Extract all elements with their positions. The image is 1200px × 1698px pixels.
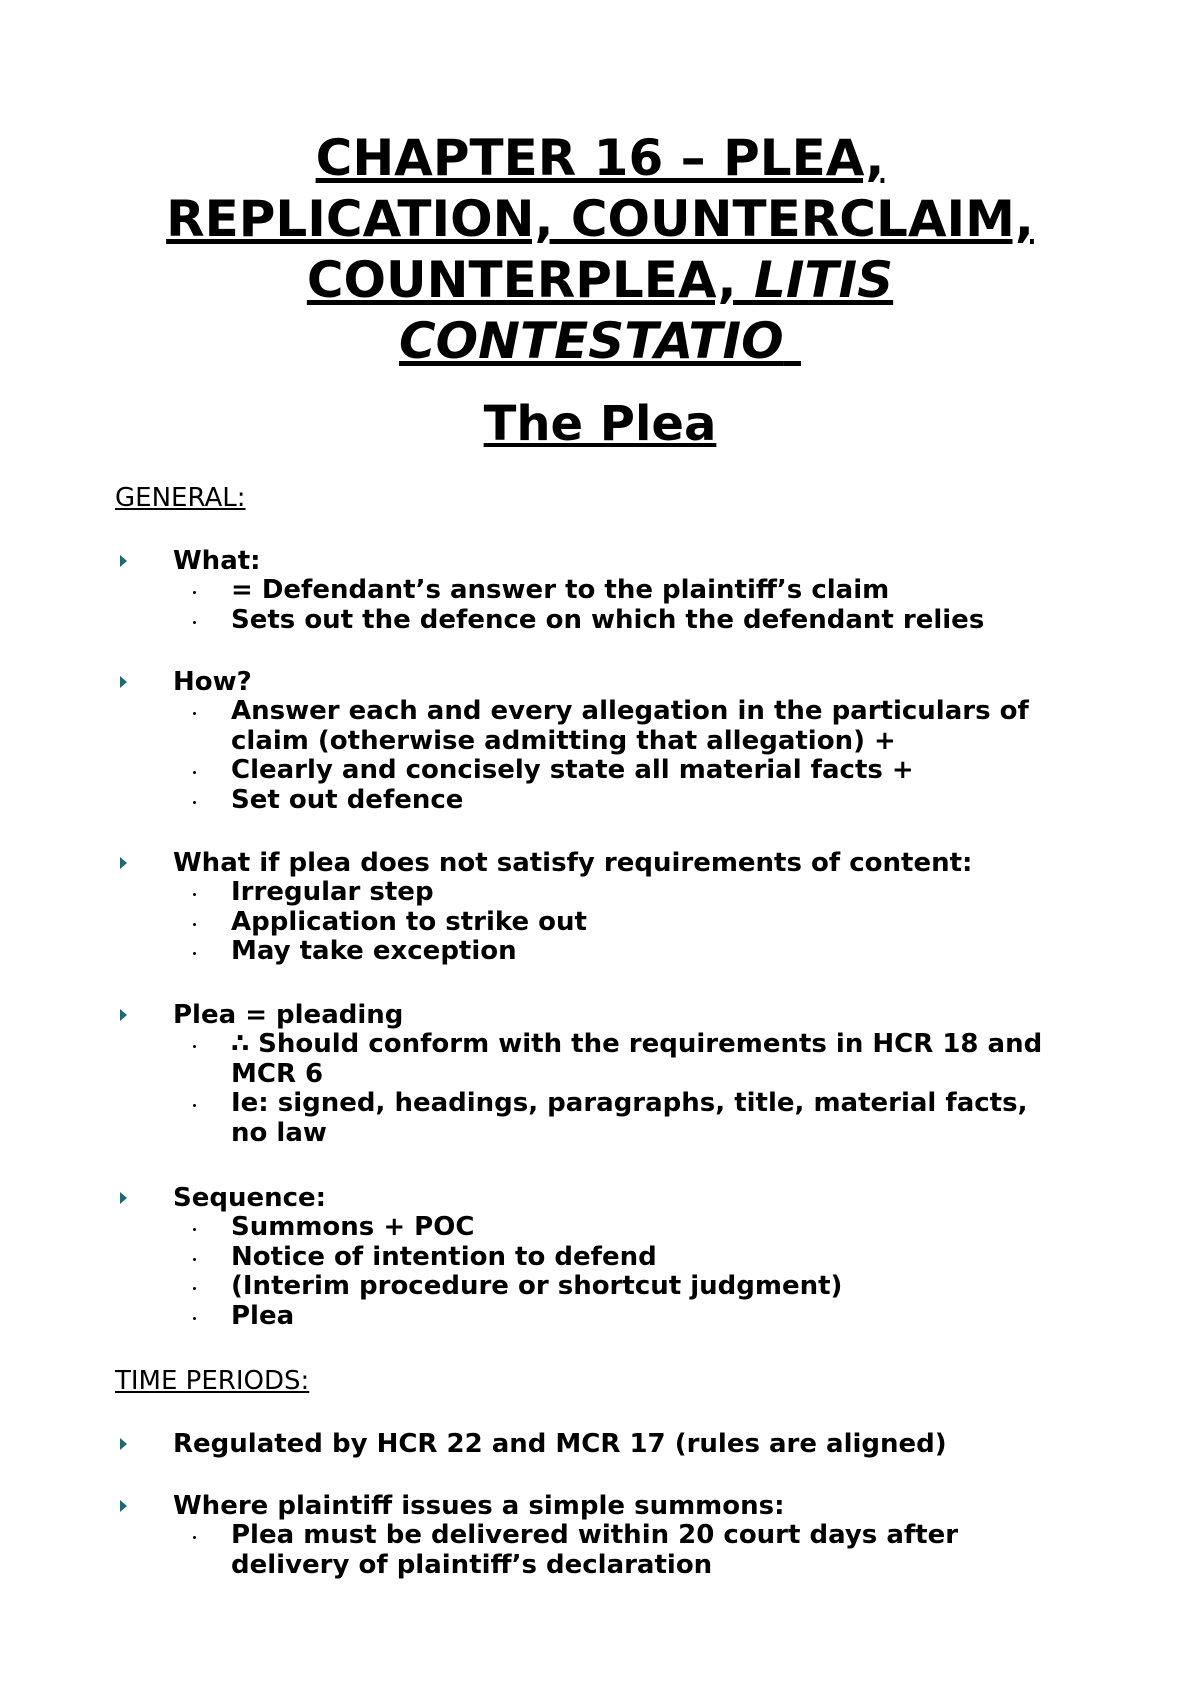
sub-item: [0, 937, 1200, 967]
sub-item-text: May take exception: [231, 936, 517, 966]
sub-item: [0, 1213, 1200, 1243]
list-item: [0, 1183, 1200, 1213]
dot-bullet-icon: [193, 801, 196, 804]
dot-bullet-icon: [193, 1317, 196, 1320]
chapter-title: [60, 128, 1140, 372]
sub-item-text: = Defendant’s answer to the plaintiff’s claim: [231, 575, 890, 605]
sub-item-text: Plea: [231, 1300, 295, 1331]
dot-bullet-icon: [193, 893, 196, 896]
triangle-bullet-icon: [120, 1438, 127, 1450]
dot-bullet-icon: [193, 923, 196, 926]
time-item-regulated: [0, 1429, 1200, 1459]
sub-item-text: Sets out the defence on which the defendant relies: [231, 604, 985, 635]
sub-item: [0, 1521, 1200, 1580]
dot-bullet-icon: [193, 952, 196, 955]
general-item-how: [0, 667, 1200, 815]
dot-bullet-icon: [193, 591, 196, 594]
sub-item-text: Application to strike out: [231, 906, 587, 937]
sub-item-text: Clearly and concisely state all material facts +: [231, 755, 914, 785]
triangle-bullet-icon: [120, 555, 127, 567]
sub-item-text: Summons + POC: [231, 1212, 475, 1242]
sub-item-text: (Interim procedure or shortcut judgment): [231, 1271, 843, 1301]
list-item: [0, 1429, 1200, 1459]
sub-item: [0, 908, 1200, 938]
title-line-4-italic: CONTESTATIO: [398, 312, 784, 370]
list-item: [0, 667, 1200, 697]
triangle-bullet-icon: [120, 1500, 127, 1512]
dot-bullet-icon: [193, 1258, 196, 1261]
sub-item: [0, 1030, 1200, 1089]
sub-item-text: Answer each and every allegation in the particulars of claim (otherwise admitting that allegation) +: [231, 696, 1029, 756]
sub-item-text: Ie: signed, headings, paragraphs, title, material facts, no law: [231, 1088, 1028, 1148]
sub-item: [0, 1089, 1200, 1148]
list-item-label: What if plea does not satisfy requirements of content:: [173, 848, 973, 878]
sub-item-text: ∴ Should conform with the requirements in HCR 18 and MCR 6: [231, 1029, 1043, 1089]
sub-item-text: Plea must be delivered within 20 court days after delivery of plaintiff’s declaration: [231, 1520, 959, 1580]
sub-item: [0, 1272, 1200, 1302]
list-item: [0, 1491, 1200, 1521]
list-item: [0, 848, 1200, 878]
sub-item: [0, 697, 1200, 756]
dot-bullet-icon: [193, 1228, 196, 1231]
list-item-label: Where plaintiff issues a simple summons:: [173, 1491, 785, 1521]
sub-item: [0, 576, 1200, 606]
general-heading: GENERAL:: [115, 483, 246, 513]
sub-item: [0, 1302, 1200, 1332]
dot-bullet-icon: [193, 621, 196, 624]
dot-bullet-icon: [193, 1287, 196, 1290]
dot-bullet-icon: [193, 712, 196, 715]
title-line-3: [60, 250, 1140, 311]
sub-item-text: Notice of intention to defend: [231, 1241, 657, 1272]
general-item-what: [0, 546, 1200, 635]
list-item-label: Sequence:: [173, 1183, 327, 1213]
list-item: [0, 546, 1200, 576]
list-item-label: How?: [173, 667, 252, 697]
triangle-bullet-icon: [120, 857, 127, 869]
time-periods-heading: TIME PERIODS:: [115, 1366, 310, 1396]
dot-bullet-icon: [193, 1536, 196, 1539]
triangle-bullet-icon: [120, 1009, 127, 1021]
title-line-3-italic: LITIS: [753, 251, 894, 309]
dot-bullet-icon: [193, 1104, 196, 1107]
triangle-bullet-icon: [120, 1192, 127, 1204]
title-line-3-normal: COUNTERPLEA,: [306, 251, 754, 309]
sub-item: [0, 756, 1200, 786]
section-title: The Plea: [483, 396, 717, 452]
title-line-4: [60, 311, 1140, 372]
sub-item: [0, 878, 1200, 908]
general-item-requirements: [0, 848, 1200, 967]
dot-bullet-icon: [193, 1045, 196, 1048]
time-item-simple-summons: [0, 1491, 1200, 1580]
title-line-2: REPLICATION, COUNTERCLAIM,: [166, 190, 1034, 248]
dot-bullet-icon: [193, 771, 196, 774]
sub-item-text: Set out defence: [231, 784, 464, 815]
triangle-bullet-icon: [120, 676, 127, 688]
general-item-pleading: [0, 1000, 1200, 1148]
sub-item-text: Irregular step: [231, 877, 434, 907]
general-item-sequence: [0, 1183, 1200, 1331]
list-item-label: Plea = pleading: [173, 1000, 404, 1030]
list-item: [0, 1000, 1200, 1030]
sub-item: [0, 1243, 1200, 1273]
title-line-1: CHAPTER 16 – PLEA,: [315, 129, 885, 187]
list-item-label: Regulated by HCR 22 and MCR 17 (rules are aligned): [173, 1429, 947, 1459]
list-item-label: What:: [173, 546, 261, 576]
sub-item: [0, 606, 1200, 636]
sub-item: [0, 786, 1200, 816]
